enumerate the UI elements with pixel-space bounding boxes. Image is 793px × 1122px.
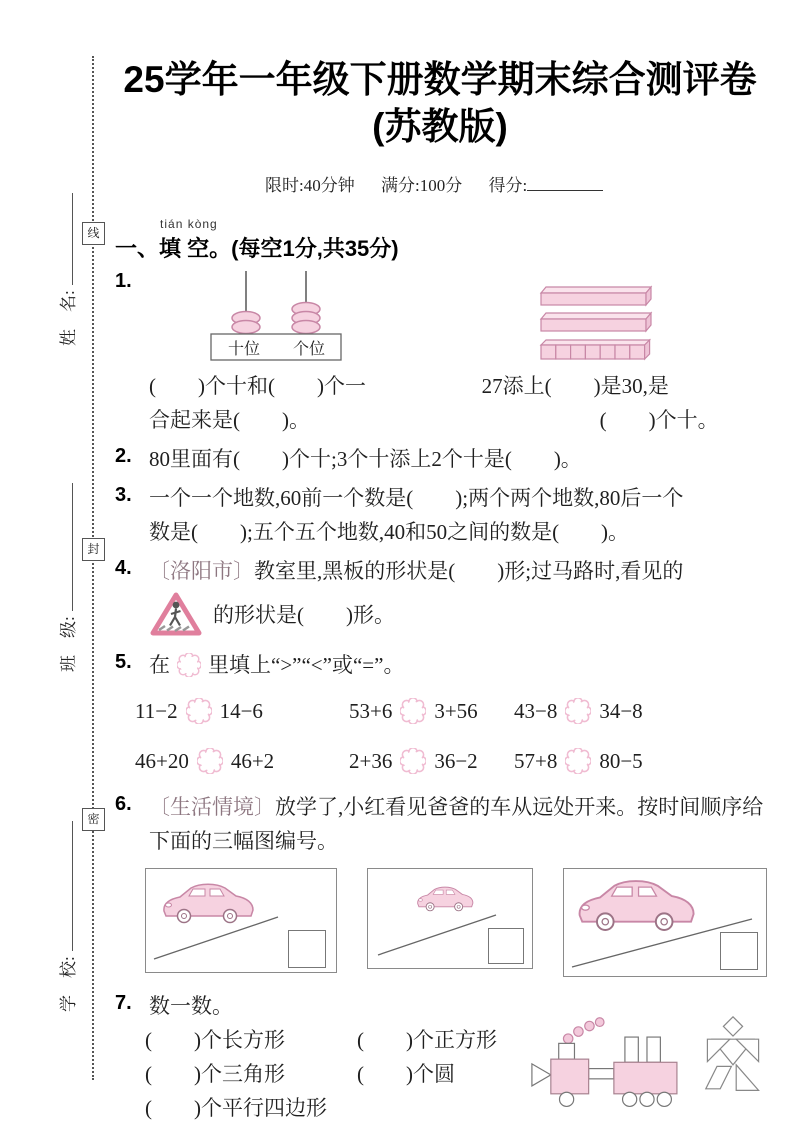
base-ten-blocks-figure [537,283,665,363]
answer-circle-icon [186,698,212,724]
seal-char-mi: 密 [82,808,105,831]
time-limit: 限时:40分钟 [265,175,355,195]
expression-left: 46+20 [135,748,189,773]
q1-right-line2: ( )个十。 [599,407,719,432]
abacus-ones-label: 个位 [292,340,326,358]
page-title [115,56,765,151]
question-4-number: 4. [115,556,132,579]
seal-char-line: 线 [82,222,105,245]
answer-circle-icon [197,748,223,774]
comparison-item [514,694,643,728]
q4-line1 [149,554,765,588]
question-6 [115,790,765,977]
answer-square [488,928,524,964]
q4-source-tag: 〔洛阳市〕 [149,558,254,583]
seal-char-feng: 封 [82,538,105,561]
title-line-2: (苏教版) [372,106,508,148]
section-prefix: 一、 [115,235,160,261]
comparison-row-2 [135,744,765,778]
expression-right: 80−5 [599,748,643,773]
q7-prompt: 数一数。 [149,993,233,1018]
comparison-item [135,694,349,728]
expression-left: 57+8 [514,748,558,773]
answer-circle-icon [400,748,426,774]
abacus-tens-label: 十位 [227,340,261,358]
car-scene-row [145,868,767,977]
question-7 [115,989,765,1122]
name-label: 姓 名: [58,290,78,346]
q4-line1-text: 教室里,黑板的形状是( )形;过马路时,看见的 [254,558,684,583]
count-circles: ( )个圆 [357,1061,455,1086]
answer-circle-icon [177,653,201,677]
q5-prompt [149,648,765,682]
expression-right: 14−6 [219,698,263,723]
shape-train-figure [527,1015,685,1108]
exam-info-row [115,171,765,196]
score-label: 得分: [488,175,528,195]
q1-left-line2: 合起来是( )。 [149,407,310,432]
class-field [55,414,77,672]
school-label: 学 校: [58,956,78,1012]
question-4 [115,554,765,640]
question-1-number: 1. [115,269,132,292]
car-scene-2 [367,868,533,969]
section-one-heading [115,216,765,263]
class-label: 班 级: [58,616,78,672]
question-6-number: 6. [115,792,132,815]
expression-right: 36−2 [434,748,478,773]
q3-line1: 一个一个地数,60前一个数是( );两个两个地数,80后一个 [149,485,684,510]
q4-line2-text: 的形状是( )形。 [213,602,395,627]
title-line-1: 25学年一年级下册数学期末综合测评卷 [123,59,757,100]
section-word: 填 空 [159,235,210,261]
comparison-item [349,694,514,728]
answer-circle-icon [565,748,591,774]
car-scene-3 [563,868,767,977]
exam-content [115,50,765,1122]
count-rectangles: ( )个长方形 [145,1027,285,1052]
count-parallelograms: ( )个平行四边形 [145,1095,327,1120]
comparison-row-1 [135,694,765,728]
q6-line2: 下面的三幅图编号。 [149,828,338,853]
answer-square [288,930,326,968]
q2-text: 80里面有( )个十;3个十添上2个十是( )。 [149,446,582,471]
expression-left: 43−8 [514,698,558,723]
abacus-figure [201,269,351,363]
section-suffix: 。(每空1分,共35分) [209,235,399,261]
count-triangles: ( )个三角形 [145,1061,285,1086]
expression-right: 34−8 [599,698,643,723]
car-scene-1 [145,868,337,973]
comparison-item [349,744,514,778]
question-7-number: 7. [115,991,132,1014]
q6-context-tag: 〔生活情境〕 [149,794,275,819]
school-field [55,717,77,1012]
full-score: 满分:100分 [380,175,463,195]
question-5-number: 5. [115,650,132,673]
class-blank-line [59,483,73,611]
q5-prompt-pre: 在 [149,652,170,677]
question-3-number: 3. [115,483,132,506]
question-1 [115,267,765,437]
name-field [55,140,77,346]
count-squares: ( )个正方形 [357,1027,497,1052]
pinyin-annotation: tián kòng [160,216,218,231]
score-blank-line [527,177,603,191]
q1-left-line1: ( )个十和( )个一 [149,373,366,398]
name-blank-line [59,193,73,285]
answer-square [720,932,758,970]
expression-left: 11−2 [135,698,178,723]
shape-figures [527,1015,765,1108]
question-2 [115,442,765,476]
seal-dotted-line [92,56,94,1080]
answer-circle-icon [565,698,591,724]
q5-prompt-post: 里填上“>”“<”或“=”。 [208,652,405,677]
comparison-item [514,744,643,778]
expression-right: 3+56 [434,698,478,723]
expression-left: 53+6 [349,698,393,723]
question-3 [115,481,765,549]
question-2-number: 2. [115,444,132,467]
expression-left: 2+36 [349,748,393,773]
answer-circle-icon [400,698,426,724]
tangram-person-figure [701,1015,765,1105]
question-5 [115,648,765,778]
q6-line1-text: 放学了,小红看见爸爸的车从远处开来。按时间顺序给 [275,794,764,819]
comparison-item [135,744,349,778]
pedestrian-crossing-sign-icon [149,590,203,640]
q3-line2: 数是( );五个五个地数,40和50之间的数是( )。 [149,519,630,544]
q1-right-line1: 27添上( )是30,是 [481,373,669,398]
school-blank-line [59,821,73,951]
q6-line1 [149,790,767,824]
expression-right: 46+2 [230,748,275,773]
